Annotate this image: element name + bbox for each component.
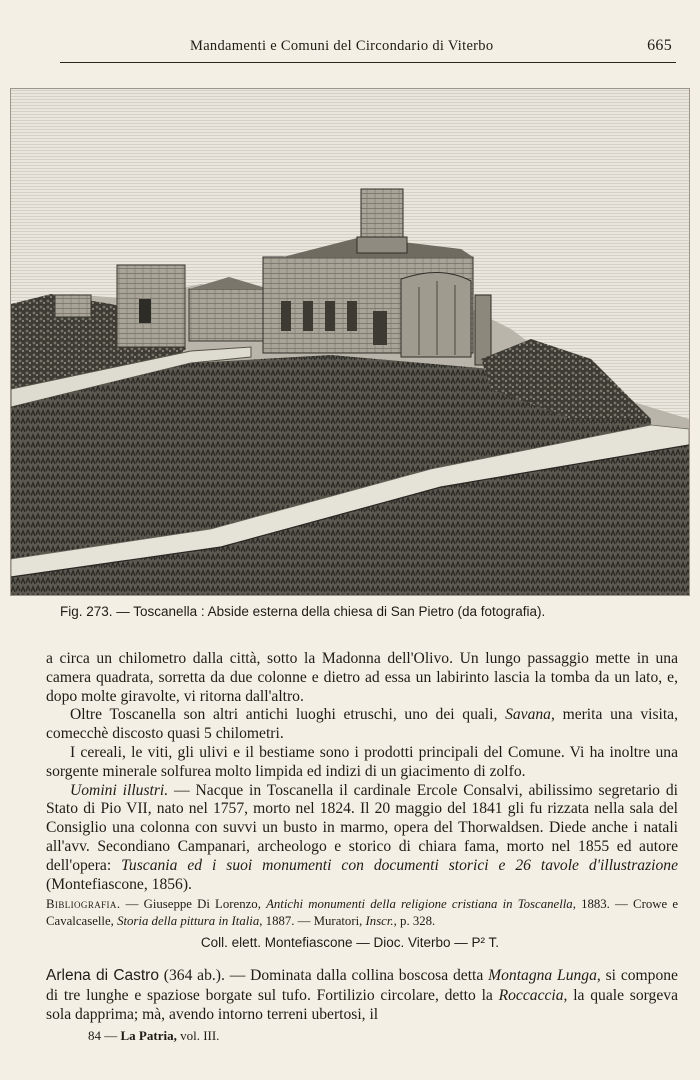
place-name: Savana (505, 706, 551, 724)
text-run: , 1887. — Muratori, (259, 914, 366, 928)
paragraph: a circa un chilometro dalla città, sotto la Madonna dell'Olivo. Un lungo passaggio mette in una camera quadrata, sorretta da due colonne e dietro ad essa un labirinto lascia la tomba da un lato, e, dopo molte giravolte, vi ritorna dall'altro. (46, 650, 678, 705)
paragraph: I cereali, le viti, gli ulivi e il bestiame sono i prodotti principali del Comune. Vi ha inoltre una sorgente minerale solfurea molto limpida ed indizi di un giacimento di zolfo. (46, 743, 678, 780)
place-name: Montagna Lunga (488, 967, 597, 984)
engraving-figure (10, 88, 690, 596)
arlena-entry (46, 966, 678, 1025)
text-run: , 1883. — Crowe e Cavalcaselle, (46, 897, 679, 928)
body-text (46, 650, 678, 894)
electoral-line: Coll. elett. Montefiascone — Dioc. Viterbo — P² T. (200, 935, 500, 950)
book-title: Tuscania ed i suoi monumenti con documenti storici e 26 tavole d'illustrazione (121, 856, 679, 874)
bibliography (46, 896, 678, 930)
text-run: , merita una visita, comecchè discosto quasi 5 chilometri. (46, 706, 678, 743)
paragraph (46, 782, 678, 895)
text-run: , la quale sorgeva sola dapprima; mà, avendo intorno terreni ubertosi, il (46, 986, 678, 1023)
text-run: (Montefiascone, 1856). (46, 875, 192, 893)
signature-footer (88, 1028, 219, 1044)
text-run: — Nacque in Toscanella il cardinale Ercole Consalvi, abilissimo segretario di Stato di Pio VII, nato nel 1757, morto nel 1824. Il 20 maggio del 1841 gli fu rizzata nella sala del Consiglio una colonna con suvvi un busto in marmo, opera del Thorwaldsen. Diede anche i natali all'avv. Secondiano Campanari, archeologo e storico di chiara fama, morto nel 1855 ed autore dell'opera: (46, 781, 678, 874)
text-run: , p. 328. (393, 914, 436, 928)
bibliography-label: Bibliografia. (46, 897, 121, 911)
citation-title: Storia della pittura in Italia (117, 914, 260, 928)
church-engraving-illustration (11, 89, 689, 595)
volume-label: vol. III. (180, 1028, 220, 1043)
citation-title: Inscr. (365, 914, 394, 928)
text-run: — Giuseppe Di Lorenzo, (120, 897, 267, 911)
figure-caption: Fig. 273. — Toscanella : Abside esterna della chiesa di San Pietro (da fotografia). (60, 604, 546, 619)
commune-name: Arlena di Castro (46, 967, 159, 984)
text-run: (364 ab.). — Dominata dalla collina boscosa detta (158, 967, 489, 984)
signature-mark: 84 — (88, 1028, 118, 1043)
running-header (60, 34, 676, 63)
page-number: 665 (647, 37, 672, 54)
publication-title: La Patria, (120, 1028, 177, 1043)
text-run: , si compone di tre lunghe e spaziose borgate sul tufo. Fortilizio circolare, detto la (46, 967, 678, 1004)
running-title: Mandamenti e Comuni del Circondario di Viterbo (190, 38, 494, 54)
place-name: Roccaccia (498, 986, 564, 1004)
paragraph (46, 706, 678, 744)
text-run: Oltre Toscanella son altri antichi luoghi etruschi, uno dei quali, (70, 706, 506, 724)
section-label: Uomini illustri. (70, 781, 169, 799)
citation-title: Antichi monumenti della religione cristiana in Toscanella (266, 897, 573, 911)
